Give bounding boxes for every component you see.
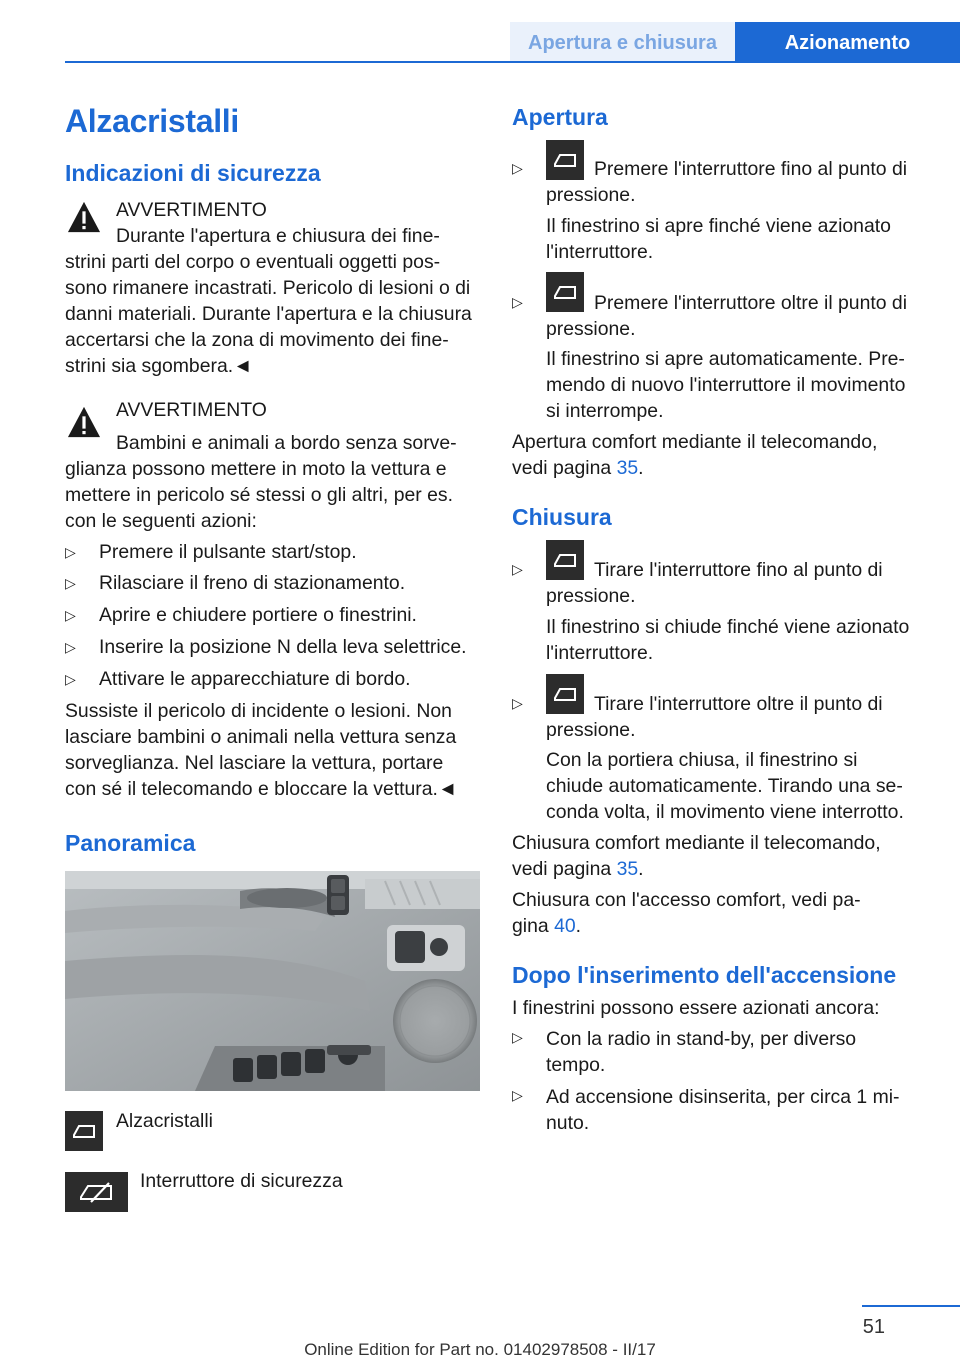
bullet-triangle-icon: ▷ bbox=[512, 160, 523, 176]
bullet-triangle-icon: ▷ bbox=[65, 671, 76, 687]
warning-text: accertarsi che la zona di movimento dei fine- bbox=[65, 329, 449, 351]
warning-text: sorveglianza. Nel lasciare la vettura, portare bbox=[65, 752, 444, 774]
reference-text: Chiusura comfort mediante il telecomando, bbox=[512, 832, 881, 854]
reference-text: gina 40. bbox=[512, 915, 582, 937]
footer-rule bbox=[862, 1305, 960, 1307]
bullet-triangle-icon: ▷ bbox=[65, 575, 76, 591]
instruction-text: Premere l'interruttore fino al punto di bbox=[594, 158, 908, 180]
section-tab[interactable]: Apertura e chiusura bbox=[510, 22, 735, 62]
instruction-result: Il finestrino si apre automaticamente. Pre- bbox=[546, 348, 905, 370]
bullet-triangle-icon: ▷ bbox=[65, 639, 76, 655]
warning-text: strini sia sgombera.◄ bbox=[65, 355, 253, 377]
warning-text: lasciare bambini o animali nella vettura senza bbox=[65, 726, 457, 748]
reference-text: vedi pagina 35. bbox=[512, 858, 644, 880]
warning-text: con le seguenti azioni: bbox=[65, 510, 257, 532]
legend-label: Alzacristalli bbox=[116, 1110, 213, 1132]
edition-footer: Online Edition for Part no. 01402978508 - II/17 bbox=[304, 1340, 656, 1359]
window-switch-icon bbox=[546, 674, 584, 714]
list-item: nuto. bbox=[546, 1112, 590, 1134]
warning-text: sono rimanere incastrati. Pericolo di lesioni o di bbox=[65, 277, 471, 299]
door-panel-illustration bbox=[65, 871, 480, 1091]
window-switch-icon bbox=[546, 140, 584, 180]
instruction-result: Il finestrino si chiude finché viene azionato bbox=[546, 616, 910, 638]
page-link[interactable]: 35 bbox=[616, 858, 639, 880]
warning-triangle-icon bbox=[65, 405, 103, 439]
legend-label: Interruttore di sicurezza bbox=[140, 1170, 343, 1192]
instruction-text: pressione. bbox=[546, 184, 636, 206]
page-link[interactable]: 40 bbox=[554, 915, 576, 937]
opening-heading: Apertura bbox=[512, 104, 608, 130]
instruction-result: l'interruttore. bbox=[546, 241, 654, 263]
closing-heading: Chiusura bbox=[512, 504, 612, 530]
instruction-text: pressione. bbox=[546, 719, 636, 741]
list-item: Ad accensione disinserita, per circa 1 mi- bbox=[546, 1086, 900, 1108]
body-text: I finestrini possono essere azionati ancora: bbox=[512, 997, 880, 1019]
window-switch-icon bbox=[546, 272, 584, 312]
instruction-text: Tirare l'interruttore oltre il punto di bbox=[594, 693, 883, 715]
warning-text: danni materiali. Durante l'apertura e la chiusura bbox=[65, 303, 472, 325]
window-lifter-icon bbox=[65, 1111, 103, 1151]
warning-label: AVVERTIMENTO bbox=[116, 199, 267, 221]
warning-text: Durante l'apertura e chiusura dei fine- bbox=[116, 225, 440, 247]
reference-text: Chiusura con l'accesso comfort, vedi pa- bbox=[512, 889, 861, 911]
warning-triangle-icon bbox=[65, 200, 103, 234]
door-panel-photo bbox=[65, 871, 480, 1091]
warning-text: glianza possono mettere in moto la vettura e bbox=[65, 458, 447, 480]
warning-label: AVVERTIMENTO bbox=[116, 399, 267, 421]
safety-switch-icon bbox=[65, 1172, 128, 1212]
instruction-text: Tirare l'interruttore fino al punto di bbox=[594, 559, 883, 581]
safety-heading: Indicazioni di sicurezza bbox=[65, 160, 321, 186]
warning-text: Bambini e animali a bordo senza sorve- bbox=[116, 432, 457, 454]
page-title: Alzacristalli bbox=[65, 103, 239, 139]
instruction-result: si interrompe. bbox=[546, 400, 664, 422]
bullet-triangle-icon: ▷ bbox=[512, 294, 523, 310]
reference-text: vedi pagina 35. bbox=[512, 457, 644, 479]
instruction-result: Con la portiera chiusa, il finestrino si bbox=[546, 749, 858, 771]
chapter-tab[interactable]: Azionamento bbox=[735, 22, 960, 62]
bullet-triangle-icon: ▷ bbox=[65, 544, 76, 560]
bullet-triangle-icon: ▷ bbox=[512, 695, 523, 711]
instruction-result: Il finestrino si apre finché viene azionato bbox=[546, 215, 891, 237]
instruction-text: pressione. bbox=[546, 585, 636, 607]
warning-text: con sé il telecomando e bloccare la vettura.◄ bbox=[65, 778, 458, 800]
window-switch-icon bbox=[546, 540, 584, 580]
instruction-text: pressione. bbox=[546, 318, 636, 340]
list-item: tempo. bbox=[546, 1054, 606, 1076]
list-item: Con la radio in stand-by, per diverso bbox=[546, 1028, 857, 1050]
instruction-result: l'interruttore. bbox=[546, 642, 654, 664]
page-header bbox=[0, 0, 960, 62]
instruction-text: Premere l'interruttore oltre il punto di bbox=[594, 292, 908, 314]
bullet-triangle-icon: ▷ bbox=[512, 561, 523, 577]
overview-heading: Panoramica bbox=[65, 830, 196, 856]
instruction-result: conda volta, il movimento viene interrotto. bbox=[546, 801, 904, 823]
reference-text: Apertura comfort mediante il telecomando, bbox=[512, 431, 878, 453]
page-number: 51 bbox=[862, 1316, 885, 1338]
instruction-result: chiude automaticamente. Tirando una se- bbox=[546, 775, 903, 797]
bullet-triangle-icon: ▷ bbox=[65, 607, 76, 623]
bullet-triangle-icon: ▷ bbox=[512, 1029, 523, 1045]
header-rule bbox=[65, 61, 960, 63]
ignition-heading: Dopo l'inserimento dell'accensione bbox=[512, 962, 897, 988]
bullet-triangle-icon: ▷ bbox=[512, 1087, 523, 1103]
warning-text: strini parti del corpo o eventuali oggetti pos- bbox=[65, 251, 441, 273]
warning-text: mettere in pericolo sé stessi o gli altri, per es. bbox=[65, 484, 453, 506]
instruction-result: mendo di nuovo l'interruttore il movimento bbox=[546, 374, 906, 396]
page-link[interactable]: 35 bbox=[616, 457, 639, 479]
warning-text: Sussiste il pericolo di incidente o lesioni. Non bbox=[65, 700, 452, 722]
